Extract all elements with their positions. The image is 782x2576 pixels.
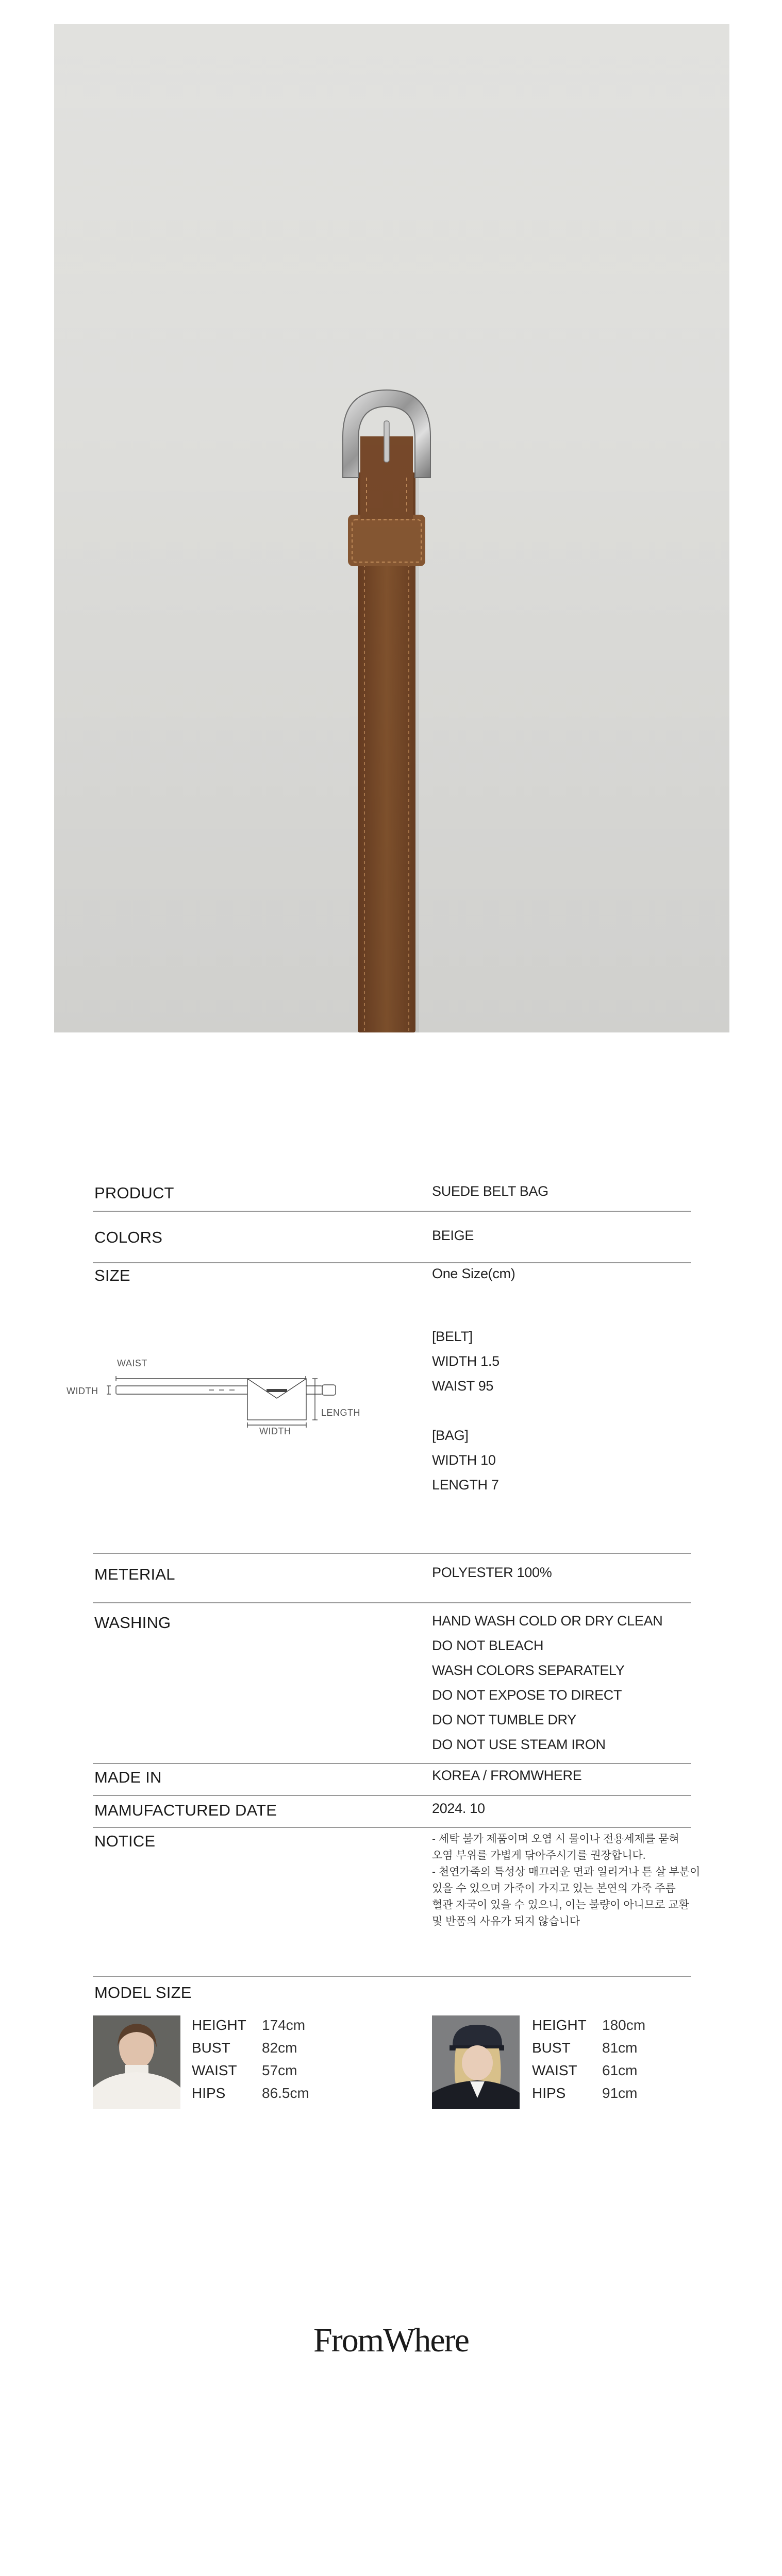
size-diagram bbox=[64, 1360, 374, 1443]
size-belt-block bbox=[432, 1324, 500, 1398]
diagram-bag-width-label: WIDTH bbox=[259, 1426, 291, 1436]
notice-line: 혈관 자국이 있을 수 있으니, 이는 불량이 아니므로 교환 bbox=[432, 1899, 689, 1911]
belt-illustration bbox=[54, 24, 729, 1032]
washing-line: DO NOT TUMBLE DRY bbox=[432, 1712, 576, 1727]
manufactured-value: 2024. 10 bbox=[432, 1801, 485, 1816]
diagram-width-label: WIDTH bbox=[66, 1386, 98, 1396]
model-1-bust-value: 82cm bbox=[262, 2040, 297, 2056]
divider bbox=[93, 1795, 691, 1796]
washing-label: WASHING bbox=[94, 1614, 171, 1632]
product-photo bbox=[54, 24, 729, 1032]
divider bbox=[93, 1262, 691, 1263]
model-1-waist-value: 57cm bbox=[262, 2062, 297, 2078]
model-2-height-value: 180cm bbox=[602, 2017, 646, 2033]
notice-text bbox=[432, 1831, 700, 1930]
diagram-waist-label: WAIST bbox=[117, 1358, 147, 1368]
bag-heading: [BAG] bbox=[432, 1428, 469, 1443]
size-label: SIZE bbox=[94, 1266, 130, 1284]
notice-label: NOTICE bbox=[94, 1832, 156, 1850]
model-2-height-key: HEIGHT bbox=[532, 2017, 587, 2033]
model-1-height-value: 174cm bbox=[262, 2017, 306, 2033]
made-in-value: KOREA / FROMWHERE bbox=[432, 1768, 582, 1783]
bag-length: LENGTH 7 bbox=[432, 1477, 499, 1493]
notice-line: 있을 수 있으며 가죽이 가지고 있는 본연의 가죽 주름 bbox=[432, 1883, 676, 1894]
model-1-hips-key: HIPS bbox=[192, 2085, 226, 2101]
bag-width: WIDTH 10 bbox=[432, 1452, 496, 1468]
model-1-bust-key: BUST bbox=[192, 2040, 230, 2056]
model-1-height-key: HEIGHT bbox=[192, 2017, 246, 2033]
divider bbox=[93, 1553, 691, 1554]
washing-list bbox=[432, 1608, 663, 1757]
washing-line: WASH COLORS SEPARATELY bbox=[432, 1663, 625, 1678]
divider bbox=[93, 1827, 691, 1828]
washing-line: DO NOT EXPOSE TO DIRECT bbox=[432, 1687, 622, 1703]
material-label: METERIAL bbox=[94, 1565, 175, 1583]
size-value: One Size(cm) bbox=[432, 1266, 515, 1281]
model-2-waist-value: 61cm bbox=[602, 2062, 638, 2078]
notice-line: - 세탁 불가 제품이며 오염 시 물이나 전용세제를 묻혀 bbox=[432, 1833, 679, 1845]
divider bbox=[93, 1763, 691, 1764]
divider bbox=[93, 1976, 691, 1977]
colors-value: BEIGE bbox=[432, 1228, 474, 1243]
product-label: PRODUCT bbox=[94, 1184, 174, 1202]
model-size-label: MODEL SIZE bbox=[94, 1984, 192, 2002]
colors-label: COLORS bbox=[94, 1228, 163, 1246]
product-value: SUEDE BELT BAG bbox=[432, 1183, 548, 1199]
model-2-bust-value: 81cm bbox=[602, 2040, 638, 2056]
manufactured-label: MAMUFACTURED DATE bbox=[94, 1801, 277, 1819]
diagram-length-label: LENGTH bbox=[321, 1408, 361, 1418]
model-2-hips-key: HIPS bbox=[532, 2085, 566, 2101]
model-2-hips-value: 91cm bbox=[602, 2085, 638, 2101]
model-photo-1 bbox=[93, 2015, 180, 2109]
washing-line: DO NOT USE STEAM IRON bbox=[432, 1737, 606, 1752]
divider bbox=[93, 1602, 691, 1603]
model-photo-2 bbox=[432, 2015, 520, 2109]
divider bbox=[93, 1211, 691, 1212]
notice-line: 오염 부위를 가볍게 닦아주시기를 권장합니다. bbox=[432, 1850, 646, 1861]
belt-width: WIDTH 1.5 bbox=[432, 1353, 500, 1369]
washing-line: HAND WASH COLD OR DRY CLEAN bbox=[432, 1613, 663, 1629]
made-in-label: MADE IN bbox=[94, 1768, 162, 1786]
diagram-drawing bbox=[64, 1360, 374, 1443]
model-1-hips-value: 86.5cm bbox=[262, 2085, 309, 2101]
model-2-waist-key: WAIST bbox=[532, 2062, 577, 2078]
notice-line: 및 반품의 사유가 되지 않습니다 bbox=[432, 1916, 580, 1927]
material-value: POLYESTER 100% bbox=[432, 1565, 552, 1580]
belt-heading: [BELT] bbox=[432, 1329, 473, 1344]
model-1-waist-key: WAIST bbox=[192, 2062, 237, 2078]
model-2-bust-key: BUST bbox=[532, 2040, 571, 2056]
brand-logo: FromWhere bbox=[313, 2321, 469, 2359]
size-bag-block bbox=[432, 1423, 499, 1497]
belt-waist: WAIST 95 bbox=[432, 1378, 494, 1394]
notice-line: - 천연가죽의 특성상 매끄러운 면과 일리거나 튼 살 부분이 bbox=[432, 1866, 701, 1878]
washing-line: DO NOT BLEACH bbox=[432, 1638, 544, 1653]
